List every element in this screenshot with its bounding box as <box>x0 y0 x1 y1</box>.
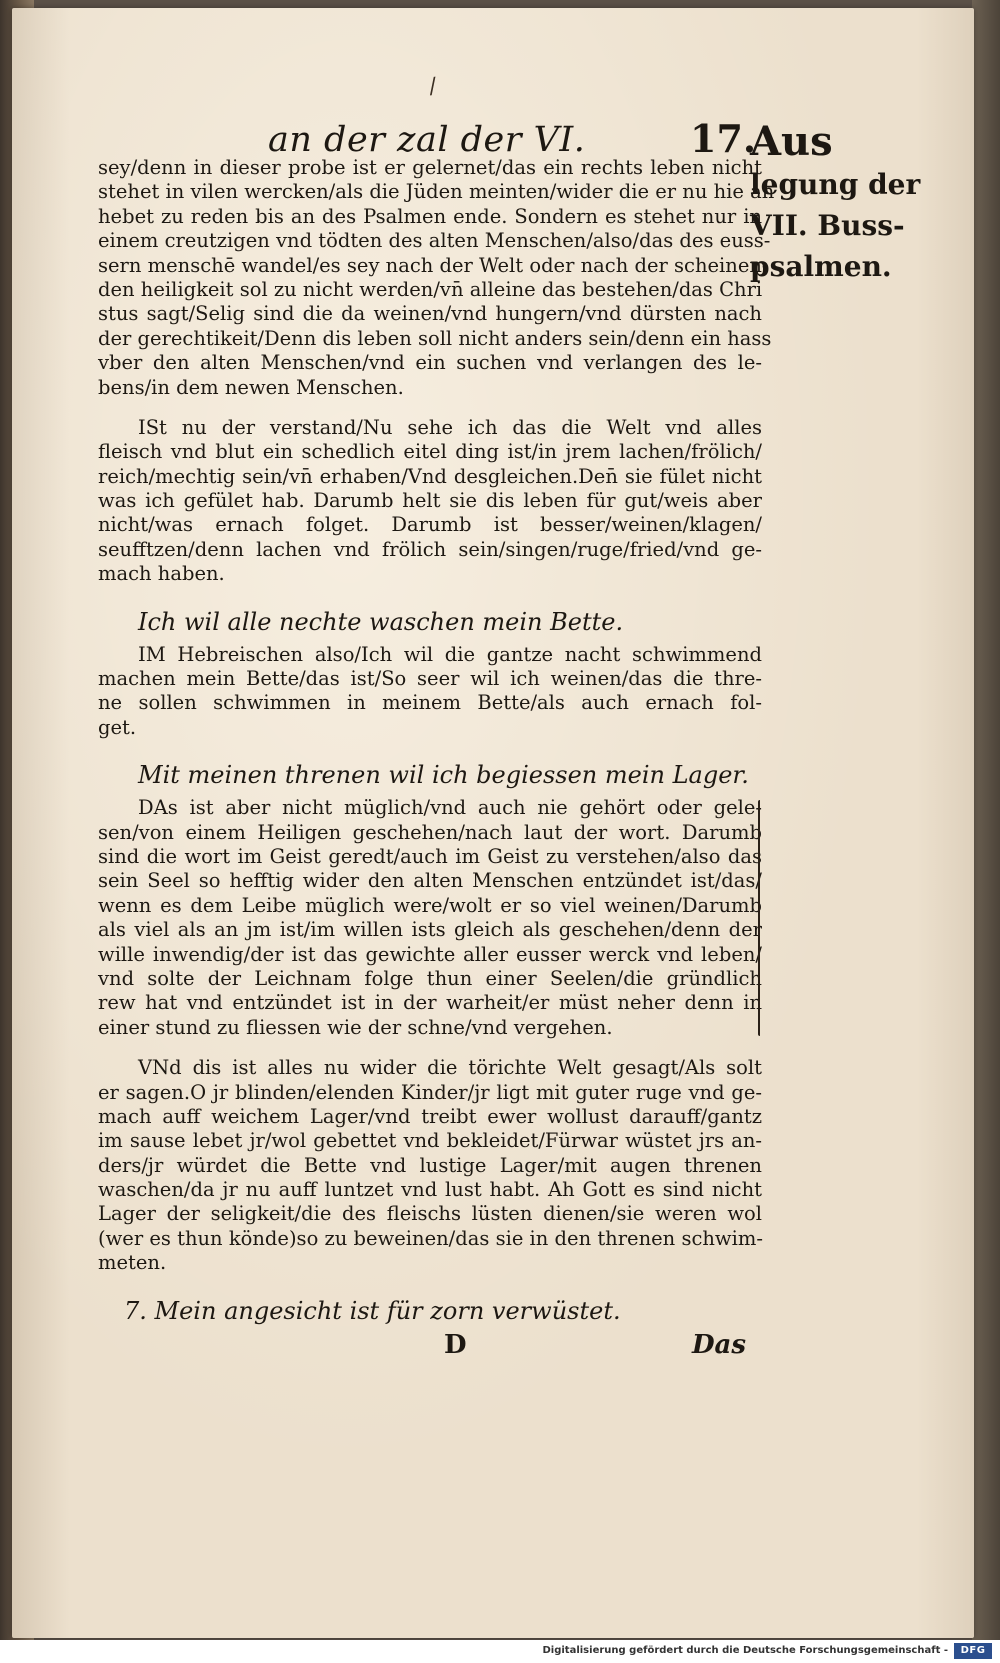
text-line: stehet in vilen wercken/als die Jüden meinten/wider die er nu hie an <box>98 180 775 204</box>
side-title <box>750 118 921 287</box>
side-title-line: legung der <box>750 168 921 201</box>
side-title-line: VII. Buss- <box>750 209 905 242</box>
side-title-line: Aus <box>750 118 833 165</box>
scan-background-right <box>972 0 1000 1640</box>
book-page <box>12 8 974 1638</box>
text-line: fleisch vnd blut ein schedlich eitel ding ist/in jrem lachen/frölich/ <box>98 440 762 464</box>
text-line: meten. <box>98 1251 167 1275</box>
catchword-row <box>12 1330 974 1360</box>
text-line: als viel als an jm ist/im willen ists gleich als geschehen/denn der <box>98 918 762 942</box>
digitization-footer <box>0 1640 1000 1663</box>
section-heading: 7. Mein angesicht ist für zorn verwüstet. <box>124 1296 621 1325</box>
text-line: wille inwendig/der ist das gewichte aller eusser werck vnd leben/ <box>98 942 762 966</box>
ink-mark: / <box>427 73 438 100</box>
dfg-logo: DFG <box>954 1643 992 1659</box>
text-line: bens/in dem newen Menschen. <box>98 375 404 399</box>
folio-number: 17. <box>690 116 757 161</box>
margin-bracket <box>758 800 768 1036</box>
side-title-line: psalmen. <box>750 250 892 283</box>
text-line: einem creutzigen vnd tödten des alten Menschen/also/das des euss- <box>98 229 771 253</box>
paragraph <box>98 156 775 400</box>
paragraph <box>98 416 762 587</box>
paragraph-gap <box>98 400 762 416</box>
text-line: DAs ist aber nicht müglich/vnd auch nie gehört oder gele- <box>138 796 762 820</box>
paragraph <box>98 643 762 741</box>
footer-credit: Digitalisierung gefördert durch die Deutsche Forschungsgemeinschaft - <box>542 1645 948 1656</box>
text-line: was ich gefület hab. Darumb helt sie dis leben für gut/weis aber <box>98 489 762 513</box>
paragraph-gap <box>98 740 762 756</box>
text-line: ISt nu der verstand/Nu sehe ich das die Welt vnd alles <box>138 415 762 439</box>
catchword: Das <box>692 1330 747 1360</box>
text-line: wenn es dem Leibe müglich were/wolt er so viel weinen/Darumb <box>98 893 762 917</box>
text-line: rew hat vnd entzündet ist in der warheit/er müst neher denn in <box>98 991 762 1015</box>
text-line: VNd dis ist alles nu wider die törichte Welt gesagt/Als solt <box>138 1056 762 1080</box>
text-line: sind die wort im Geist geredt/auch im Geist zu verstehen/also das <box>98 844 762 868</box>
text-line: er sagen.O jr blinden/elenden Kinder/jr ligt mit guter ruge vnd ge- <box>98 1080 762 1104</box>
text-line: im sause lebet jr/wol gebettet vnd bekleidet/Fürwar wüstet jrs an- <box>98 1129 762 1153</box>
signature-mark: D <box>444 1330 467 1360</box>
text-line: ne sollen schwimmen in meinem Bette/als auch ernach fol- <box>98 691 762 715</box>
text-line: sein Seel so hefftig wider den alten Menschen entzündet ist/das/ <box>98 869 762 893</box>
text-line: sern menschē wandel/es sey nach der Welt oder nach der scheinen- <box>98 253 769 277</box>
text-line: sey/denn in dieser probe ist er gelernet/das ein rechts leben nicht <box>98 156 762 179</box>
section-heading: Ich wil alle nechte waschen mein Bette. <box>138 607 624 636</box>
text-line: reich/mechtig sein/vn̄ erhaben/Vnd desgleichen.Den̄ sie fület nicht <box>98 464 762 488</box>
text-line: ders/jr würdet die Bette vnd lustige Lager/mit augen threnen <box>98 1153 762 1177</box>
text-line: vber den alten Menschen/vnd ein suchen vnd verlangen des le- <box>98 351 762 375</box>
text-line: einer stund zu fliessen wie der schne/vnd vergehen. <box>98 1015 613 1039</box>
text-line: Lager der seligkeit/die des fleischs lüsten dienen/sie weren wol <box>98 1202 762 1226</box>
text-line: stus sagt/Selig sind die da weinen/vnd hungern/vnd dürsten nach <box>98 302 762 326</box>
text-line: (wer es thun könde)so zu beweinen/das sie in den threnen schwim- <box>98 1226 763 1250</box>
text-line: den heiligkeit sol zu nicht werden/vn̄ alleine das bestehen/das Chri <box>98 277 763 301</box>
paragraph-gap <box>98 587 762 603</box>
paragraph-gap <box>98 1276 762 1292</box>
text-line: nicht/was ernach folget. Darumb ist besser/weinen/klagen/ <box>98 513 762 537</box>
paragraph-gap <box>98 1040 762 1056</box>
section-heading: Mit meinen threnen wil ich begiessen mein Lager. <box>138 761 749 790</box>
text-line: IM Hebreischen also/Ich wil die gantze nacht schwimmend <box>138 642 762 666</box>
text-line: mach haben. <box>98 562 225 586</box>
text-column <box>98 156 775 1332</box>
text-line: der gerechtikeit/Denn dis leben soll nicht anders sein/denn ein hass <box>98 326 772 350</box>
paragraph <box>98 1056 762 1276</box>
text-line: mach auff weichem Lager/vnd treibt ewer wollust darauff/gantz <box>98 1104 762 1128</box>
text-line: seufftzen/denn lachen vnd frölich sein/singen/ruge/fried/vnd ge- <box>98 537 762 561</box>
paragraph <box>98 796 762 1040</box>
text-line: machen mein Bette/das ist/So seer wil ich weinen/das die thre- <box>98 667 762 691</box>
text-line: sen/von einem Heiligen geschehen/nach laut der wort. Darumb <box>98 820 762 844</box>
text-line: hebet zu reden bis an des Psalmen ende. Sondern es stehet nur in <box>98 204 762 228</box>
text-line: waschen/da jr nu auff luntzet vnd lust habt. Ah Gott es sind nicht <box>98 1178 762 1202</box>
running-head: an der zal der VI. <box>268 120 586 160</box>
text-line: get. <box>98 715 137 739</box>
text-line: vnd solte der Leichnam folge thun einer Seelen/die gründlich <box>98 966 762 990</box>
